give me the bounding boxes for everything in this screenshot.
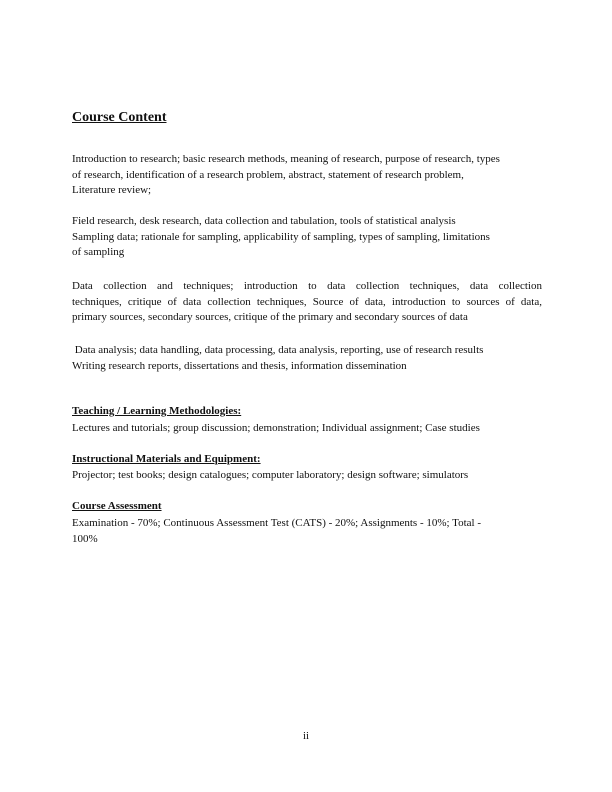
assessment-text <box>72 516 542 547</box>
teaching-text: Lectures and tutorials; group discussion; demonstration; Individual assignment; Case studies <box>72 422 480 434</box>
paragraph-line: Writing research reports, dissertations and thesis, information dissemination <box>72 359 407 372</box>
paragraph-line: Data collection and techniques; introduction to data collection techniques, data collection <box>72 280 542 292</box>
content-paragraph <box>72 343 542 374</box>
content-paragraph <box>72 152 542 199</box>
content-paragraph <box>72 214 542 261</box>
assessment-line: 100% <box>72 532 98 545</box>
paragraph-line: of research, identification of a research problem, abstract, statement of research problem, <box>72 168 464 181</box>
paragraph-line: Field research, desk research, data collection and tabulation, tools of statistical analysis <box>72 215 456 227</box>
assessment-line: Examination - 70%; Continuous Assessment Test (CATS) - 20%; Assignments - 10%; Total - <box>72 517 482 529</box>
paragraph-line: Introduction to research; basic research methods, meaning of research, purpose of research, types <box>72 153 500 165</box>
teaching-heading: Teaching / Learning Methodologies: <box>72 405 242 417</box>
assessment-heading: Course Assessment <box>72 500 162 512</box>
paragraph-line: Literature review; <box>72 184 152 196</box>
page-number: ii <box>302 730 310 742</box>
paragraph-line: primary sources, secondary sources, critique of the primary and secondary sources of data <box>72 311 468 323</box>
materials-heading: Instructional Materials and Equipment: <box>72 453 261 465</box>
paragraph-line: of sampling <box>72 246 125 258</box>
materials-text: Projector; test books; design catalogues; computer laboratory; design software; simulators <box>72 469 469 481</box>
paragraph-line: Data analysis; data handling, data processing, data analysis, reporting, use of research results <box>72 344 484 356</box>
content-paragraph <box>72 279 542 326</box>
page-title: Course Content <box>72 110 167 125</box>
paragraph-line: techniques, critique of data collection techniques, Source of data, introduction to sources of data, <box>72 295 542 308</box>
paragraph-line: Sampling data; rationale for sampling, applicability of sampling, types of sampling, limitations <box>72 230 490 243</box>
